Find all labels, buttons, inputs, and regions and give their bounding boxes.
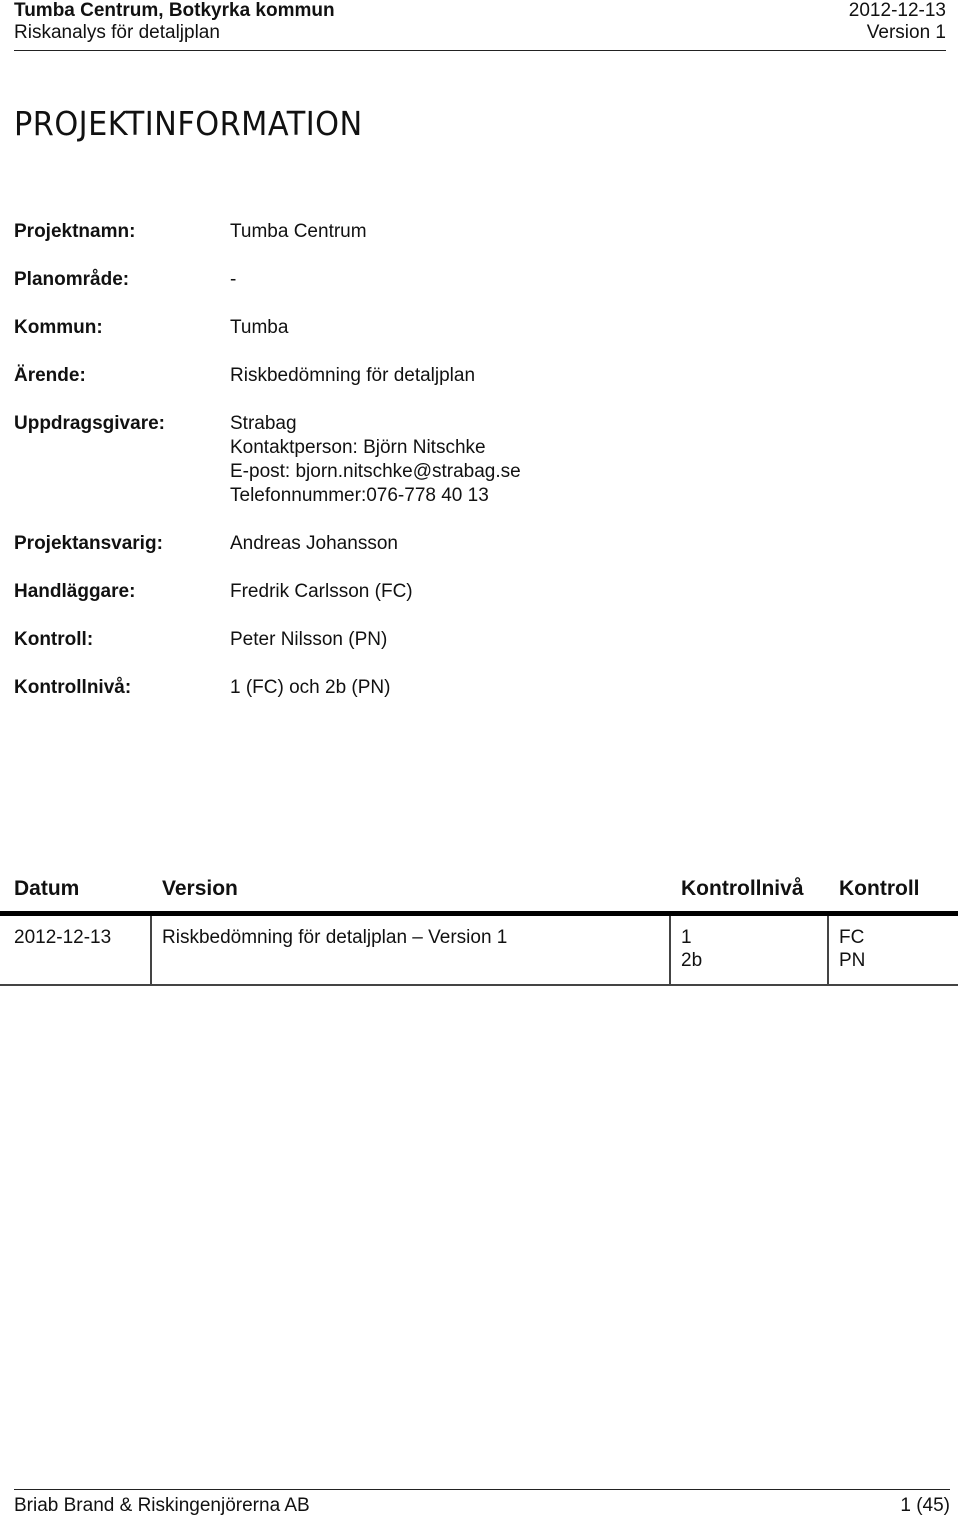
page-header: [14, 0, 946, 51]
info-row-projektansvarig: [14, 532, 914, 556]
info-value: Riskbedömning för detaljplan: [230, 365, 476, 386]
cell-level: 1 2b: [669, 916, 827, 984]
header-org: Tumba Centrum, Botkyrka kommun: [14, 0, 335, 21]
header-date: 2012-12-13: [848, 0, 946, 21]
info-row-uppdragsgivare: [14, 412, 914, 508]
cell-date: 2012-12-13: [14, 927, 112, 948]
page-title: PROJEKTINFORMATION: [14, 104, 363, 143]
info-label: Projektansvarig:: [14, 533, 163, 554]
revision-table: [0, 873, 958, 986]
info-row-arende: [14, 364, 914, 388]
info-label: Kommun:: [14, 317, 103, 338]
cell-version: Riskbedömning för detaljplan – Version 1: [150, 916, 669, 984]
header-doc-title: Riskanalys för detaljplan: [14, 22, 220, 43]
info-row-kommun: [14, 316, 914, 340]
info-value: Strabag Kontaktperson: Björn Nitschke E-post: bjorn.nitschke@strabag.se Telefonnummer:076-778 40 13: [230, 413, 521, 506]
footer-company: Briab Brand & Riskingenjörerna AB: [14, 1495, 310, 1516]
table-row: [0, 916, 958, 986]
page-footer: [14, 1489, 950, 1519]
info-label: Kontroll:: [14, 629, 94, 650]
revision-table-header: [0, 873, 958, 916]
cell-control: FC PN: [827, 916, 958, 984]
page-number: 1 (45): [900, 1495, 950, 1516]
info-label: Ärende:: [14, 365, 86, 386]
info-row-projektnamn: [14, 220, 914, 244]
info-value: Peter Nilsson (PN): [230, 629, 388, 650]
info-label: Handläggare:: [14, 581, 136, 602]
header-version: Version 1: [866, 22, 946, 43]
info-value: -: [230, 269, 237, 290]
info-value: Fredrik Carlsson (FC): [230, 581, 413, 602]
col-header-control: Kontroll: [839, 877, 920, 900]
info-row-handlaggare: [14, 580, 914, 604]
info-label: Projektnamn:: [14, 221, 136, 242]
info-value: Andreas Johansson: [230, 533, 398, 554]
info-label: Uppdragsgivare:: [14, 413, 165, 434]
info-row-kontrollniva: [14, 676, 914, 700]
info-row-kontroll: [14, 628, 914, 652]
info-value: Tumba: [230, 317, 289, 338]
col-header-date: Datum: [14, 877, 80, 900]
info-value: Tumba Centrum: [230, 221, 367, 242]
col-header-level: Kontrollnivå: [681, 877, 804, 900]
info-label: Planområde:: [14, 269, 130, 290]
project-info: [14, 220, 914, 724]
info-label: Kontrollnivå:: [14, 677, 132, 698]
info-row-planomrade: [14, 268, 914, 292]
info-value: 1 (FC) och 2b (PN): [230, 677, 391, 698]
col-header-version: Version: [162, 877, 238, 900]
